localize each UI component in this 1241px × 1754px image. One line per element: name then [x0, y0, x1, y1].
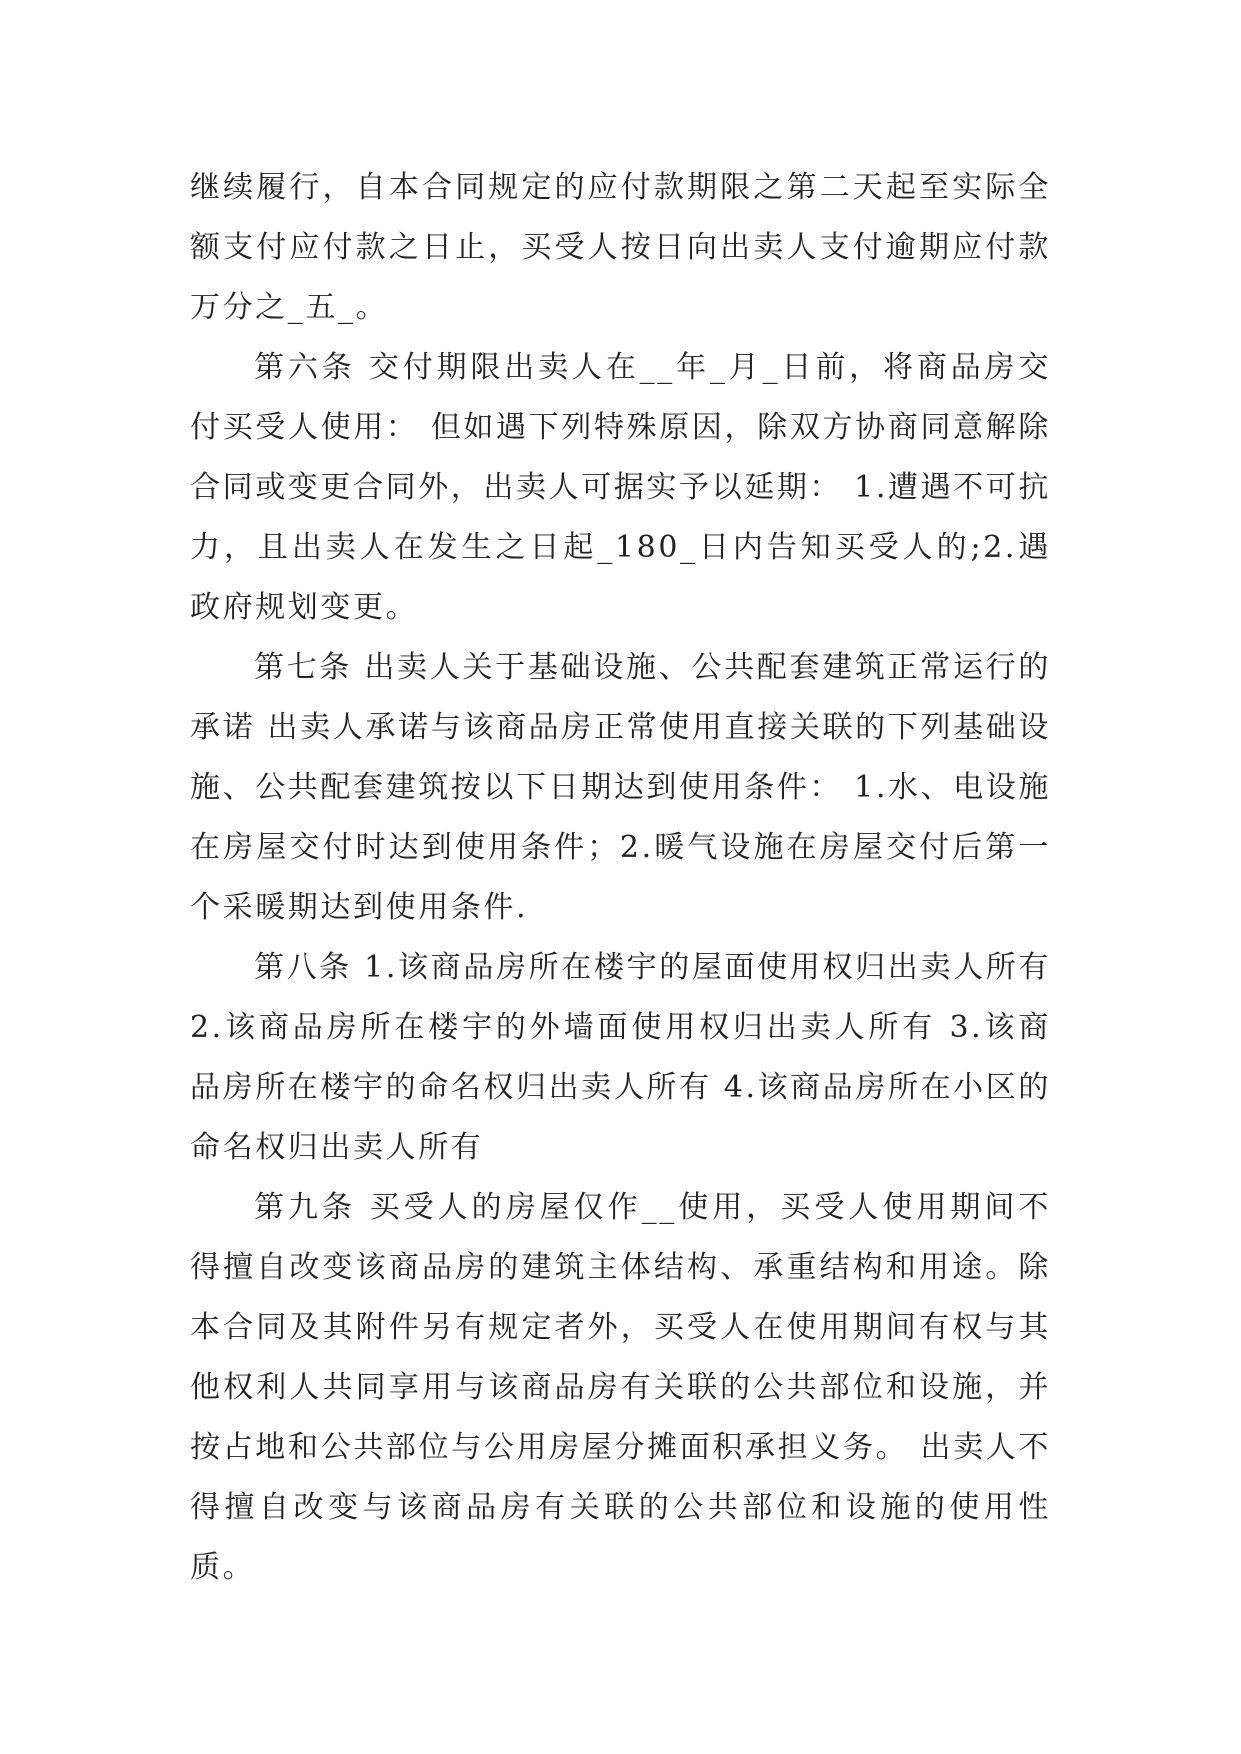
paragraph-article-9: 第九条 买受人的房屋仅作__使用，买受人使用期间不得擅自改变该商品房的建筑主体结构、承重结构和用途。除本合同及其附件另有规定者外，买受人在使用期间有权与其他权利人共同享用与该商品房有关联的公共部位和设施，并按占地和公共部位与公用房屋分摊面积承担义务。 出卖人不得擅自改变与该商品房有关联的公共部位和设施的使用性质。	[190, 1190, 1051, 1585]
paragraph-article-8: 第八条 1.该商品房所在楼宇的屋面使用权归出卖人所有 2.该商品房所在楼宇的外墙面使用权归出卖人所有 3.该商品房所在楼宇的命名权归出卖人所有 4.该商品房所在小区的命名权归出卖人所有	[190, 950, 1051, 1165]
paragraph-article-6: 第六条 交付期限出卖人在__年_月_日前，将商品房交付买受人使用： 但如遇下列特殊原因，除双方协商同意解除合同或变更合同外，出卖人可据实予以延期： 1.遭遇不可抗力，且出卖人在发生之日起_180_日内告知买受人的;2.遇政府规划变更。	[190, 350, 1051, 625]
paragraph-article-7: 第七条 出卖人关于基础设施、公共配套建筑正常运行的承诺 出卖人承诺与该商品房正常使用直接关联的下列基础设施、公共配套建筑按以下日期达到使用条件： 1.水、电设施在房屋交付时达到使用条件；2.暖气设施在房屋交付后第一个采暖期达到使用条件.	[190, 650, 1051, 925]
paragraph-continuation: 继续履行，自本合同规定的应付款期限之第二天起至实际全额支付应付款之日止，买受人按日向出卖人支付逾期应付款万分之_五_。	[190, 170, 1051, 325]
